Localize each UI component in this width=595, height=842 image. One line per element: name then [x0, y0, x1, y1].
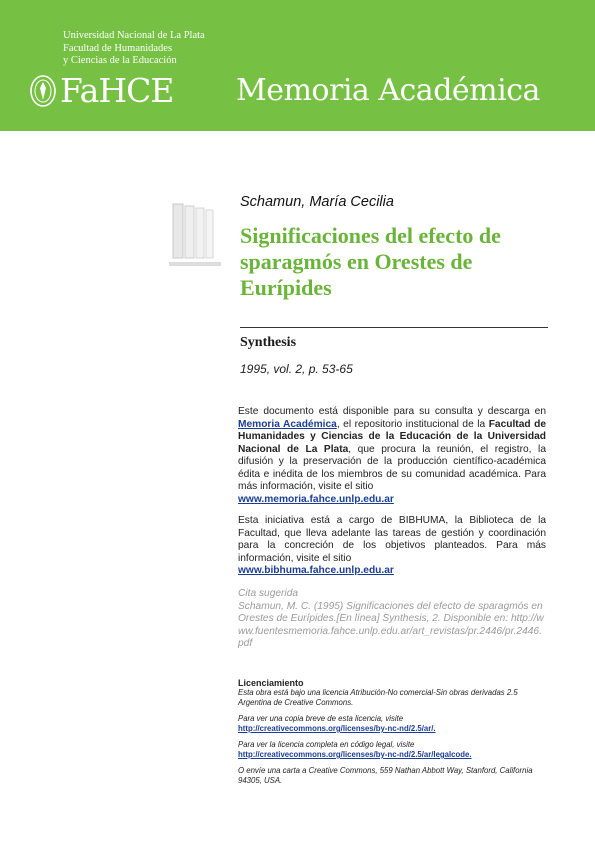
- license-brief-link[interactable]: http://creativecommons.org/licenses/by-nc-nd/2.5/ar/.: [238, 724, 436, 733]
- suggested-citation-heading: Cita sugerida: [238, 588, 299, 599]
- initiative-text: Esta iniciativa está a cargo de BIBHUMA, la Biblioteca de la Facultad, que lleva adelante las tareas de gestión y coordinación para la concreción de los objetivos planteados. Para más información, visite el sitio: [238, 515, 546, 564]
- divider: [240, 327, 548, 328]
- repository-name: Memoria Académica: [236, 73, 540, 108]
- institution-name: [63, 30, 205, 68]
- fahce-brand: FaHCE: [60, 71, 174, 110]
- institution-line: Universidad Nacional de La Plata: [63, 30, 205, 41]
- availability-text: Este documento está disponible para su consulta y descarga en: [238, 406, 546, 417]
- license-section: [238, 678, 546, 786]
- license-text: Esta obra está bajo una licencia Atribución-No comercial-Sin obras derivadas 2.5 Argentina de Creative Commons.: [238, 688, 518, 707]
- bibhuma-books-logo: [167, 200, 223, 272]
- license-heading: Licenciamiento: [238, 678, 304, 688]
- suggested-citation: [238, 588, 546, 651]
- publication-details: 1995, vol. 2, p. 53-65: [240, 362, 353, 376]
- license-brief-label: Para ver una copia breve de esta licencia, visite: [238, 714, 404, 723]
- document-title: Significaciones del efecto de sparagmós en Orestes de Eurípides: [240, 223, 501, 300]
- institution-line: Facultad de Humanidades: [63, 42, 173, 54]
- memoria-site-link[interactable]: www.memoria.fahce.unlp.edu.ar: [238, 493, 394, 505]
- memoria-academica-link[interactable]: Memoria Académica: [238, 418, 337, 430]
- availability-paragraph: [238, 406, 546, 506]
- header-banner: [0, 0, 595, 131]
- suggested-citation-text: Schamun, M. C. (1995) Significaciones del efecto de sparagmós en Orestes de Eurípides.[En línea] Synthesis, 2. Disponible en: http://www.fuentesmemoria.fahce.unlp.edu.ar/art_revistas/pr.2446/pr.2446.pdf: [238, 600, 544, 649]
- availability-text: , el repositorio institucional de la: [336, 418, 489, 430]
- author: Schamun, María Cecilia: [240, 194, 394, 210]
- license-full-link[interactable]: http://creativecommons.org/licenses/by-nc-nd/2.5/ar/legalcode.: [238, 750, 472, 759]
- institution-line: y Ciencias de la Educación: [63, 55, 177, 66]
- license-full-label: Para ver la licencia completa en código legal, visite: [238, 740, 415, 749]
- university-seal-icon: [29, 74, 57, 108]
- availability-text: , que procura la reunión, el registro, la difusión y la preservación de la producción científico-académica édita e inédita de los miembros de su comunidad académica. Para más información, visite el sitio: [238, 443, 546, 492]
- license-mail: O envíe una carta a Creative Commons, 559 Nathan Abbott Way, Stanford, California 94305, USA.: [238, 766, 533, 785]
- faculty-name: Facultad de Humanidades y Ciencias de la Educación de la Universidad Nacional de La Plata: [238, 418, 546, 455]
- journal-name: Synthesis: [240, 335, 297, 350]
- initiative-paragraph: [238, 515, 546, 578]
- bibhuma-site-link[interactable]: www.bibhuma.fahce.unlp.edu.ar: [238, 565, 394, 576]
